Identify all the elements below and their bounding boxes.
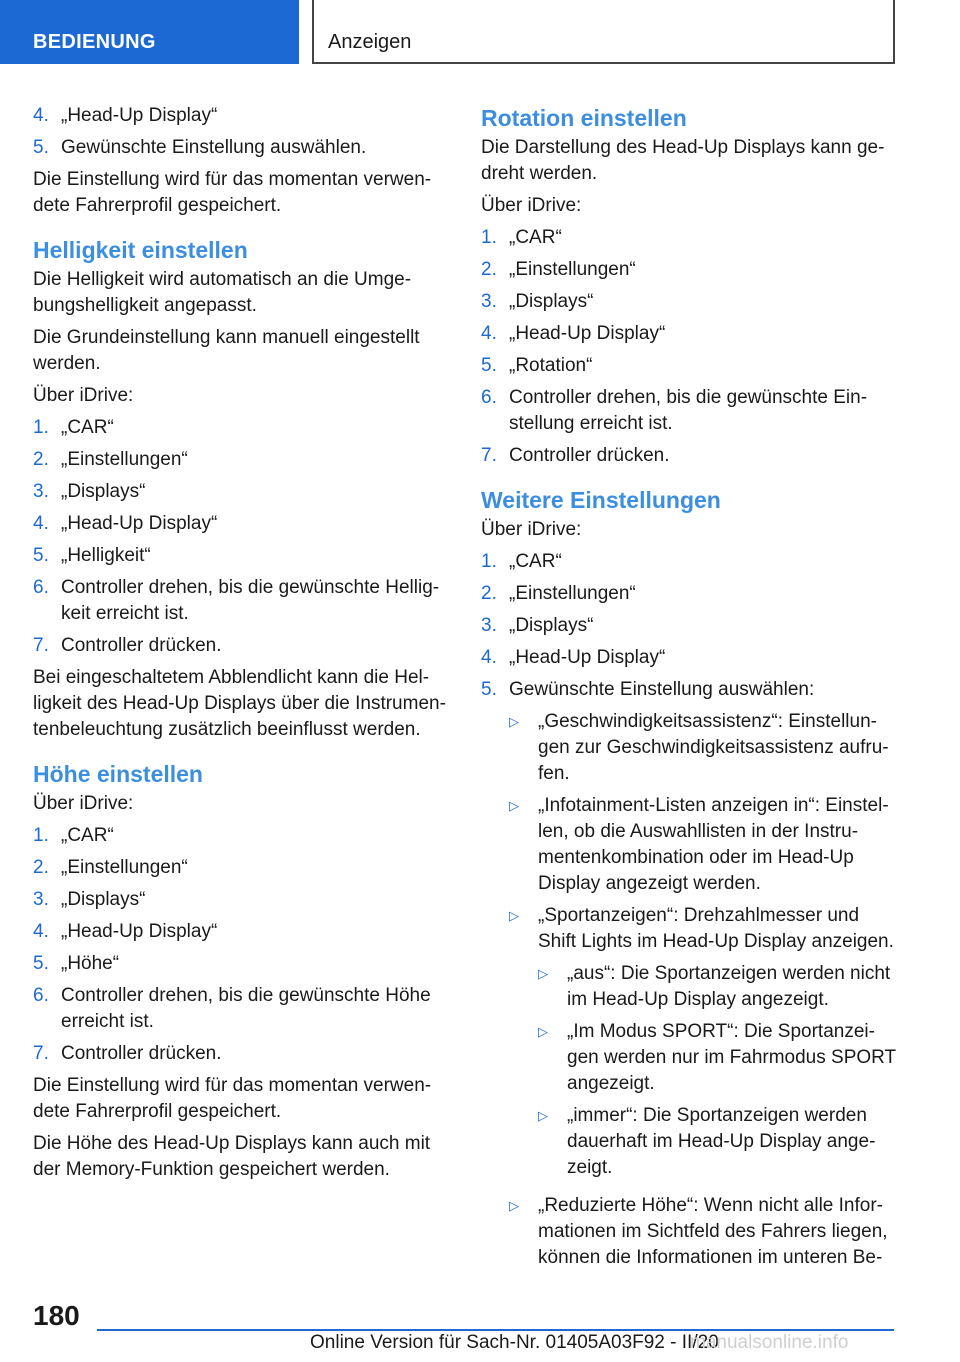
list-item xyxy=(33,951,451,977)
step-text: „Displays“ xyxy=(61,481,146,502)
options-list xyxy=(509,709,899,1271)
sport-option-text: „Im Modus SPORT“: Die Sportanzeigen werden nur im Fahrmodus SPORT angezeigt. xyxy=(567,1021,896,1094)
list-item xyxy=(33,919,451,945)
list-item xyxy=(33,855,451,881)
height-paragraph-2: Die Einstellung wird für das momentan verwendete Fahrerprofil gespeichert. xyxy=(33,1075,432,1122)
step-text: Controller drehen, bis die gewünschte Helligkeit erreicht ist. xyxy=(61,577,440,624)
triangle-right-icon: ▷ xyxy=(538,1108,548,1123)
step-number: 4. xyxy=(33,513,49,534)
step-text: Controller drücken. xyxy=(61,1043,222,1064)
step-number: 5. xyxy=(33,545,49,566)
step-text: „Einstellungen“ xyxy=(61,857,188,878)
sport-options-list xyxy=(538,961,899,1181)
list-item xyxy=(538,1103,899,1181)
section-tab xyxy=(0,0,299,64)
option-text: „Geschwindigkeitsassistenz“: Einstellungen zur Geschwindigkeitsassistenz aufrufen. xyxy=(538,711,889,784)
list-item xyxy=(33,823,451,849)
step-number: 5. xyxy=(481,679,497,700)
step-number: 5. xyxy=(481,355,497,376)
list-item xyxy=(509,1193,899,1271)
list-item xyxy=(33,447,451,473)
triangle-right-icon: ▷ xyxy=(509,714,519,729)
list-item xyxy=(33,633,451,659)
list-item xyxy=(481,321,899,347)
list-item xyxy=(33,415,451,441)
step-text: Gewünschte Einstellung auswählen. xyxy=(61,137,367,158)
step-number: 3. xyxy=(481,291,497,312)
step-text: „Helligkeit“ xyxy=(61,545,151,566)
step-text: „CAR“ xyxy=(61,417,114,438)
list-item xyxy=(481,225,899,251)
list-item xyxy=(481,613,899,639)
step-number: 2. xyxy=(481,583,497,604)
rotation-steps xyxy=(481,225,899,469)
step-text: Gewünschte Einstellung auswählen: xyxy=(509,679,815,700)
triangle-right-icon: ▷ xyxy=(509,798,519,813)
brightness-paragraph-2: Die Grundeinstellung kann manuell eingestellt werden. xyxy=(33,327,420,374)
list-item xyxy=(481,581,899,607)
step-number: 2. xyxy=(481,259,497,280)
step-text: „Einstellungen“ xyxy=(509,583,636,604)
step-text: „Höhe“ xyxy=(61,953,120,974)
step-number: 2. xyxy=(33,449,49,470)
rotation-paragraph-2: Über iDrive: xyxy=(481,195,582,216)
step-number: 3. xyxy=(481,615,497,636)
height-steps xyxy=(33,823,451,1067)
brightness-paragraph-1: Die Helligkeit wird automatisch an die Umgebungshelligkeit angepasst. xyxy=(33,269,412,316)
step-number: 7. xyxy=(481,445,497,466)
step-number: 4. xyxy=(33,105,49,126)
sport-option-text: „aus“: Die Sportanzeigen werden nicht im Head-Up Display angezeigt. xyxy=(567,963,891,1010)
step-text: „Displays“ xyxy=(509,291,594,312)
step-text: „CAR“ xyxy=(509,227,562,248)
list-item xyxy=(538,961,899,1013)
rotation-paragraph-1: Die Darstellung des Head-Up Displays kann gedreht werden. xyxy=(481,137,885,184)
intro-steps xyxy=(33,103,451,161)
step-text: „Head-Up Display“ xyxy=(509,647,666,668)
list-item xyxy=(33,887,451,913)
list-item xyxy=(33,511,451,537)
step-text: „Einstellungen“ xyxy=(509,259,636,280)
list-item xyxy=(509,709,899,787)
right-column xyxy=(481,103,899,1277)
step-number: 3. xyxy=(33,889,49,910)
brightness-heading: Helligkeit einstellen xyxy=(33,237,248,263)
list-item xyxy=(33,575,451,627)
further-settings-heading: Weitere Einstellungen xyxy=(481,487,721,513)
list-item xyxy=(481,443,899,469)
step-number: 7. xyxy=(33,635,49,656)
height-paragraph-3: Die Höhe des Head-Up Displays kann auch mit der Memory-Funktion gespeichert werden. xyxy=(33,1133,431,1180)
step-number: 5. xyxy=(33,137,49,158)
step-number: 4. xyxy=(33,921,49,942)
step-text: „CAR“ xyxy=(509,551,562,572)
list-item xyxy=(509,903,899,1187)
footer-divider xyxy=(97,1329,894,1331)
list-item xyxy=(481,257,899,283)
step-number: 3. xyxy=(33,481,49,502)
step-number: 6. xyxy=(33,985,49,1006)
watermark: manualsonline.info xyxy=(690,1332,849,1353)
triangle-right-icon: ▷ xyxy=(509,1198,519,1213)
step-text: Controller drehen, bis die gewünschte Höhe erreicht ist. xyxy=(61,985,431,1032)
list-item xyxy=(481,385,899,437)
step-text: „Displays“ xyxy=(509,615,594,636)
step-text: „Displays“ xyxy=(61,889,146,910)
list-item xyxy=(538,1019,899,1097)
list-item xyxy=(33,479,451,505)
list-item xyxy=(33,1041,451,1067)
step-number: 6. xyxy=(33,577,49,598)
list-item xyxy=(481,353,899,379)
step-text: „Head-Up Display“ xyxy=(509,323,666,344)
page-number: 180 xyxy=(33,1300,80,1331)
step-text: „Einstellungen“ xyxy=(61,449,188,470)
sport-option-text: „immer“: Die Sportanzeigen werden dauerhaft im Head-Up Display angezeigt. xyxy=(567,1105,876,1178)
option-block xyxy=(538,903,899,1187)
online-version-text: Online Version für Sach-Nr. 01405A03F92 - II/20 xyxy=(310,1332,719,1353)
chapter-header xyxy=(312,0,895,64)
step-text: „Head-Up Display“ xyxy=(61,513,218,534)
step-number: 5. xyxy=(33,953,49,974)
brightness-paragraph-3: Über iDrive: xyxy=(33,385,134,406)
height-paragraph-1: Über iDrive: xyxy=(33,793,134,814)
further-settings-steps xyxy=(481,549,899,703)
brightness-paragraph-4: Bei eingeschaltetem Abblendlicht kann die Helligkeit des Head-Up Displays über die Instrumentenbeleuchtung zusätzlich beeinflusst werden. xyxy=(33,667,446,740)
step-text: Controller drücken. xyxy=(61,635,222,656)
step-text: Controller drücken. xyxy=(509,445,670,466)
step-number: 1. xyxy=(33,825,49,846)
step-number: 2. xyxy=(33,857,49,878)
step-number: 1. xyxy=(481,227,497,248)
list-item xyxy=(481,549,899,575)
list-item xyxy=(481,289,899,315)
step-number: 1. xyxy=(33,417,49,438)
brightness-steps xyxy=(33,415,451,659)
step-number: 7. xyxy=(33,1043,49,1064)
list-item xyxy=(33,543,451,569)
section-title: BEDIENUNG xyxy=(33,31,156,53)
triangle-right-icon: ▷ xyxy=(538,966,548,981)
option-text: „Sportanzeigen“: Drehzahlmesser und Shift Lights im Head-Up Display anzeigen. xyxy=(538,905,894,952)
list-item xyxy=(33,103,451,129)
step-number: 6. xyxy=(481,387,497,408)
left-column xyxy=(33,103,451,1189)
step-number: 4. xyxy=(481,323,497,344)
chapter-title: Anzeigen xyxy=(328,31,412,53)
step-number: 4. xyxy=(481,647,497,668)
step-text: „Rotation“ xyxy=(509,355,593,376)
list-item xyxy=(481,677,899,703)
option-text: „Reduzierte Höhe“: Wenn nicht alle Informationen im Sichtfeld des Fahrers liegen, können die Informationen im unteren Be- xyxy=(538,1195,888,1268)
height-heading: Höhe einstellen xyxy=(33,761,203,787)
step-text: „Head-Up Display“ xyxy=(61,921,218,942)
list-item xyxy=(33,135,451,161)
list-item xyxy=(481,645,899,671)
triangle-right-icon: ▷ xyxy=(509,908,519,923)
triangle-right-icon: ▷ xyxy=(538,1024,548,1039)
list-item xyxy=(33,983,451,1035)
step-text: Controller drehen, bis die gewünschte Einstellung erreicht ist. xyxy=(509,387,868,434)
step-number: 1. xyxy=(481,551,497,572)
step-text: „CAR“ xyxy=(61,825,114,846)
step-text: „Head-Up Display“ xyxy=(61,105,218,126)
list-item xyxy=(509,793,899,897)
intro-paragraph: Die Einstellung wird für das momentan verwendete Fahrerprofil gespeichert. xyxy=(33,169,432,216)
further-settings-paragraph: Über iDrive: xyxy=(481,519,582,540)
rotation-heading: Rotation einstellen xyxy=(481,105,687,131)
option-text: „Infotainment-Listen anzeigen in“: Einstellen, ob die Auswahllisten in der Instrumentenkombination oder im Head-Up Display angezeigt werden. xyxy=(538,795,889,894)
